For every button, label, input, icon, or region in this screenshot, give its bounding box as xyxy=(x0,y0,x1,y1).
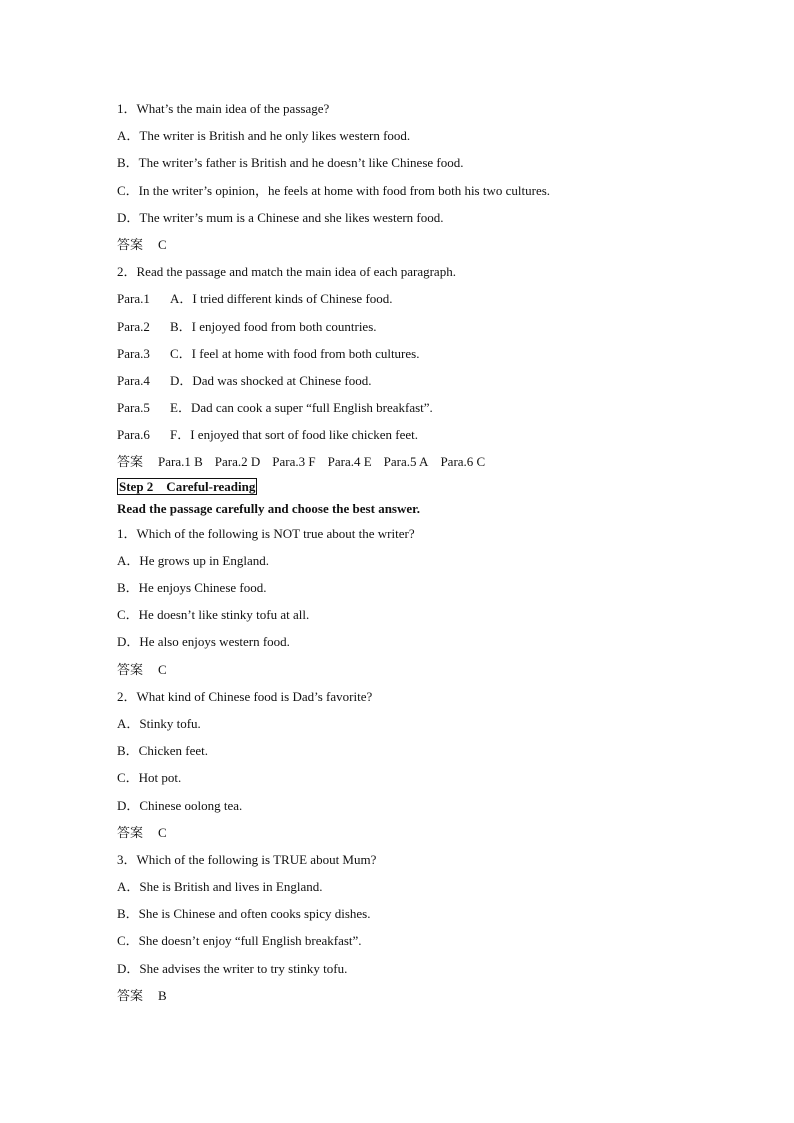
para-label: Para.3 xyxy=(117,345,150,361)
para-label: Para.5 xyxy=(117,400,150,416)
question-2-answer xyxy=(117,448,717,475)
match-text: E．Dad can cook a super “full English breakfast”. xyxy=(170,400,433,416)
question-1-option-b: B．The writer’s father is British and he doesn’t like Chinese food. xyxy=(117,155,464,171)
careful-question-2-option-d: D．Chinese oolong tea. xyxy=(117,797,243,813)
answer-label: 答案 xyxy=(117,824,144,840)
question-1-text: 1．What’s the main idea of the passage? xyxy=(117,101,330,116)
answer-label: 答案 xyxy=(117,661,144,677)
match-text: C．I feel at home with food from both cultures. xyxy=(170,345,420,361)
answer-value: C xyxy=(158,824,167,840)
careful-question-1-option-a: A．He grows up in England. xyxy=(117,552,270,568)
careful-question-3-option-a: A．She is British and lives in England. xyxy=(117,879,323,895)
question-1-answer xyxy=(117,231,717,258)
para-label: Para.2 xyxy=(117,318,150,334)
answer-item: Para.5 A xyxy=(383,454,429,470)
answer-item: Para.2 D xyxy=(214,454,261,470)
careful-question-3-answer xyxy=(117,982,717,1009)
careful-question-2-option-c: C．Hot pot. xyxy=(117,770,182,786)
match-text: B．I enjoyed food from both countries. xyxy=(170,318,377,334)
question-1-option-c: C．In the writer’s opinion，he feels at home with food from both his two cultures. xyxy=(117,182,551,198)
match-row xyxy=(117,394,717,421)
match-row xyxy=(117,421,717,448)
answer-value: C xyxy=(158,661,167,677)
answer-item: Para.1 B xyxy=(158,454,203,470)
match-text: F．I enjoyed that sort of food like chicken feet. xyxy=(170,427,419,443)
para-label: Para.4 xyxy=(117,372,150,388)
careful-question-2-option-b: B．Chicken feet. xyxy=(117,743,208,759)
match-row xyxy=(117,285,717,312)
careful-question-1-option-c: C．He doesn’t like stinky tofu at all. xyxy=(117,607,310,623)
match-text: A．I tried different kinds of Chinese food. xyxy=(170,291,393,307)
step-2-instruction: Read the passage carefully and choose the best answer. xyxy=(117,500,420,516)
answer-item: Para.6 C xyxy=(440,454,486,470)
document-content xyxy=(117,95,717,1009)
question-1-option-d: D．The writer’s mum is a Chinese and she likes western food. xyxy=(117,209,444,225)
careful-question-1-option-d: D．He also enjoys western food. xyxy=(117,634,290,650)
match-text: D．Dad was shocked at Chinese food. xyxy=(170,372,372,388)
careful-question-3-option-c: C．She doesn’t enjoy “full English breakfast”. xyxy=(117,933,362,949)
answer-item: Para.4 E xyxy=(327,454,372,470)
careful-question-2-answer xyxy=(117,819,717,846)
careful-question-2-option-a: A．Stinky tofu. xyxy=(117,715,201,731)
answer-label: 答案 xyxy=(117,987,144,1003)
answer-label: 答案 xyxy=(117,454,144,470)
careful-question-2-text: 2．What kind of Chinese food is Dad’s favorite? xyxy=(117,688,373,704)
para-label: Para.6 xyxy=(117,427,150,443)
step-2-heading-row xyxy=(117,476,717,498)
match-row xyxy=(117,313,717,340)
answer-label: 答案 xyxy=(117,236,144,252)
careful-question-1-text: 1．Which of the following is NOT true about the writer? xyxy=(117,525,415,541)
step-2-heading: Step 2 Careful-reading xyxy=(119,478,256,494)
question-2-text: 2．Read the passage and match the main idea of each paragraph. xyxy=(117,264,456,280)
question-1-option-a: A．The writer is British and he only likes western food. xyxy=(117,128,411,144)
careful-question-3-option-b: B．She is Chinese and often cooks spicy dishes. xyxy=(117,906,371,922)
careful-question-1-answer xyxy=(117,656,717,683)
careful-question-1-option-b: B．He enjoys Chinese food. xyxy=(117,580,267,595)
careful-question-3-option-d: D．She advises the writer to try stinky tofu. xyxy=(117,960,348,976)
match-row xyxy=(117,340,717,367)
para-label: Para.1 xyxy=(117,291,150,307)
match-row xyxy=(117,367,717,394)
answer-value: C xyxy=(158,236,167,252)
answer-item: Para.3 F xyxy=(272,454,316,470)
answer-value: B xyxy=(158,987,167,1003)
careful-question-3-text: 3．Which of the following is TRUE about Mum? xyxy=(117,851,377,867)
